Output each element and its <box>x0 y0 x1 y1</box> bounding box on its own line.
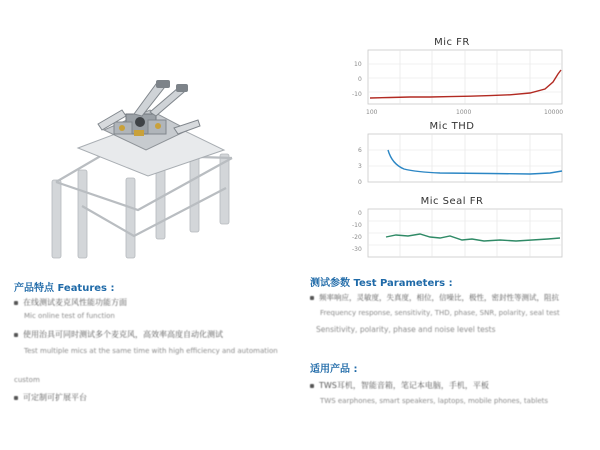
seal-y-tick-1: 0 <box>358 210 362 217</box>
feature-bullet-2-sub: Test multiple mics at the same time with high efficiency and automation <box>24 347 278 355</box>
feature-bullet-1-text: 在线测试麦克风性能功能方面 <box>23 298 127 307</box>
feature-bullet-1-sub: Mic online test of function <box>24 312 115 320</box>
fr-y-tick-2: 0 <box>358 76 362 83</box>
feature-extra-sub: custom <box>14 376 40 384</box>
test-parameters-section-title: 测试参数 Test Parameters : <box>310 278 453 289</box>
feature-bullet-3-text: 可定制可扩展平台 <box>23 393 87 402</box>
bullet-icon <box>310 384 314 388</box>
features-section-title: 产品特点 Features : <box>14 283 115 294</box>
thd-y-tick-1: 6 <box>358 147 362 154</box>
chart-title-mic-fr: Mic FR <box>434 37 470 48</box>
product-bullet-1-text: TWS耳机，智能音箱，笔记本电脑，手机，平板 <box>319 381 489 390</box>
chart-title-mic-thd: Mic THD <box>429 121 475 132</box>
seal-y-tick-2: -10 <box>352 222 362 229</box>
thd-y-tick-2: 3 <box>358 163 362 170</box>
feature-bullet-3 <box>14 392 87 403</box>
thd-y-tick-3: 0 <box>358 179 362 186</box>
param-bullet-2-text: Sensitivity, polarity, phase and noise level tests <box>316 325 496 334</box>
bullet-icon <box>14 301 18 305</box>
param-bullet-1-text: 频率响应，灵敏度，失真度，相位，信噪比，极性，密封性等测试，阻抗 <box>319 293 559 302</box>
bullet-icon <box>14 396 18 400</box>
fr-x-tick-2: 1000 <box>456 109 472 116</box>
seal-y-tick-4: -30 <box>352 246 362 253</box>
test-fixture-illustration <box>38 58 248 263</box>
product-bullet-1 <box>310 380 489 391</box>
bullet-icon <box>14 333 18 337</box>
feature-bullet-2 <box>14 329 223 340</box>
applicable-products-section-title: 适用产品 : <box>310 364 358 375</box>
chart-title-mic-seal-fr: Mic Seal FR <box>420 196 484 207</box>
seal-y-tick-3: -20 <box>352 234 362 241</box>
feature-bullet-1 <box>14 297 127 308</box>
fr-x-tick-1: 100 <box>366 109 378 116</box>
feature-bullet-2-text: 使用治具可同时测试多个麦克风，高效率高度自动化测试 <box>23 330 223 339</box>
param-bullet-1 <box>310 292 559 303</box>
mic-fr-chart <box>350 48 568 118</box>
param-bullet-1-sub: Frequency response, sensitivity, THD, phase, SNR, polarity, seal test <box>320 309 560 317</box>
fr-y-tick-1: 10 <box>354 61 362 68</box>
fr-x-tick-3: 10000 <box>544 109 564 116</box>
bullet-icon <box>310 296 314 300</box>
mic-thd-chart <box>350 132 568 190</box>
mic-seal-fr-chart <box>350 207 568 265</box>
product-bullet-1-sub: TWS earphones, smart speakers, laptops, mobile phones, tablets <box>320 397 549 405</box>
fr-y-tick-3: -10 <box>352 91 362 98</box>
